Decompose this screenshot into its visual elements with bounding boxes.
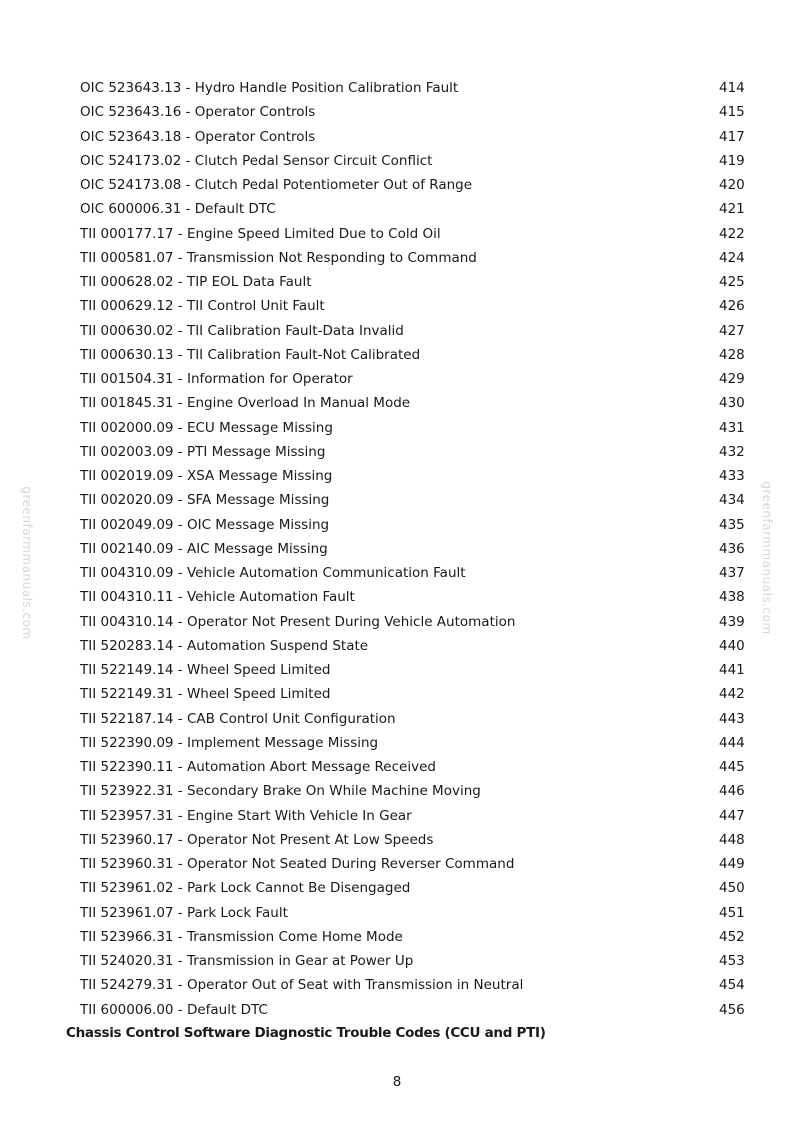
- toc-entry[interactable]: [0, 246, 794, 270]
- toc-entry-label[interactable]: TII 523960.31 - Operator Not Seated During Reverser Command: [80, 856, 515, 872]
- toc-entry-label[interactable]: TII 000628.02 - TIP EOL Data Fault: [80, 274, 312, 290]
- toc-entry[interactable]: [0, 222, 794, 246]
- toc-entry[interactable]: [0, 610, 794, 634]
- toc-entry[interactable]: [0, 513, 794, 537]
- toc-entry-label[interactable]: TII 522149.14 - Wheel Speed Limited: [80, 662, 331, 678]
- watermark-left: greenfarmmanuals.com: [20, 486, 34, 640]
- toc-entry[interactable]: [0, 343, 794, 367]
- toc-entry[interactable]: [0, 76, 794, 100]
- toc-entry-page[interactable]: 447: [719, 807, 745, 824]
- toc-entry[interactable]: [0, 391, 794, 415]
- toc-entry-page[interactable]: 426: [719, 298, 745, 315]
- toc-entry-label[interactable]: TII 522187.14 - CAB Control Unit Configuration: [80, 710, 396, 727]
- toc-entry[interactable]: [0, 973, 794, 997]
- toc-entry-label[interactable]: TII 002000.09 - ECU Message Missing: [80, 419, 333, 436]
- toc-entry-page[interactable]: 446: [719, 783, 745, 800]
- toc-entry-label[interactable]: TII 000630.02 - TII Calibration Fault-Data Invalid: [80, 322, 404, 339]
- toc-entry[interactable]: [0, 100, 794, 124]
- toc-entry-label[interactable]: TII 522149.31 - Wheel Speed Limited: [80, 686, 331, 703]
- toc-entry-label[interactable]: OIC 600006.31 - Default DTC: [80, 201, 276, 218]
- toc-entry-label[interactable]: TII 000630.13 - TII Calibration Fault-Not Calibrated: [80, 346, 421, 363]
- toc-entry-page[interactable]: 436: [719, 540, 745, 557]
- toc-entry-page[interactable]: 422: [719, 225, 745, 242]
- toc-entry[interactable]: [0, 488, 794, 512]
- toc-entry-page[interactable]: 417: [719, 128, 745, 145]
- toc-entry[interactable]: [0, 294, 794, 318]
- toc-entry-label[interactable]: TII 002003.09 - PTI Message Missing: [80, 443, 326, 460]
- toc-entry-label[interactable]: TII 004310.11 - Vehicle Automation Fault: [80, 589, 355, 606]
- toc-entry-page[interactable]: 421: [719, 201, 745, 218]
- toc-entry-label[interactable]: TII 000629.12 - TII Control Unit Fault: [80, 298, 325, 315]
- toc-entry[interactable]: [0, 949, 794, 973]
- toc-entry-page[interactable]: 440: [719, 637, 745, 654]
- toc-entry[interactable]: [0, 149, 794, 173]
- toc-entry-page[interactable]: 429: [719, 371, 745, 387]
- toc-entry-label[interactable]: TII 523961.02 - Park Lock Cannot Be Disengaged: [80, 880, 411, 897]
- toc-entry[interactable]: [0, 125, 794, 149]
- toc-entry-page[interactable]: 419: [719, 152, 745, 169]
- section-heading[interactable]: Chassis Control Software Diagnostic Trouble Codes (CCU and PTI): [66, 1025, 546, 1041]
- toc-entry[interactable]: [0, 367, 794, 391]
- toc-entry[interactable]: [0, 416, 794, 440]
- toc-entry-label[interactable]: TII 000177.17 - Engine Speed Limited Due to Cold Oil: [80, 225, 441, 242]
- toc-entry-label[interactable]: TII 523961.07 - Park Lock Fault: [80, 904, 288, 921]
- toc-entry-label[interactable]: TII 600006.00 - Default DTC: [80, 1001, 268, 1018]
- toc-entry-page[interactable]: 431: [719, 419, 745, 436]
- toc-entry-label[interactable]: TII 524020.31 - Transmission in Gear at Power Up: [80, 953, 414, 969]
- toc-entry[interactable]: [0, 537, 794, 561]
- toc-entry-label[interactable]: TII 004310.14 - Operator Not Present During Vehicle Automation: [80, 613, 516, 630]
- toc-entry-label[interactable]: TII 002020.09 - SFA Message Missing: [80, 492, 330, 509]
- toc-entry[interactable]: [0, 173, 794, 197]
- toc-entry-label[interactable]: TII 001845.31 - Engine Overload In Manual Mode: [80, 395, 411, 412]
- toc-entry-page[interactable]: 454: [719, 977, 745, 994]
- toc-entry-label[interactable]: TII 002019.09 - XSA Message Missing: [80, 468, 333, 484]
- toc-entry-label[interactable]: TII 523922.31 - Secondary Brake On While Machine Moving: [80, 783, 481, 800]
- toc-entry-label[interactable]: TII 522390.11 - Automation Abort Message Received: [80, 759, 436, 775]
- toc-entry-page[interactable]: 452: [719, 928, 745, 945]
- toc-entry-label[interactable]: OIC 523643.18 - Operator Controls: [80, 128, 316, 145]
- toc-entry[interactable]: [0, 682, 794, 706]
- toc-entry-label[interactable]: OIC 523643.13 - Hydro Handle Position Calibration Fault: [80, 80, 459, 96]
- toc-entry-label[interactable]: TII 523966.31 - Transmission Come Home Mode: [80, 928, 403, 945]
- toc-entry[interactable]: [0, 876, 794, 900]
- toc-entry-page[interactable]: 424: [719, 249, 745, 266]
- toc-entry-label[interactable]: TII 523957.31 - Engine Start With Vehicle In Gear: [80, 807, 412, 824]
- toc-entry-page[interactable]: 444: [719, 734, 745, 751]
- toc-entry[interactable]: [0, 998, 794, 1022]
- toc-entry-page[interactable]: 433: [719, 468, 745, 484]
- toc-entry[interactable]: [0, 804, 794, 828]
- toc-entry-page[interactable]: 438: [719, 589, 745, 606]
- toc-entry-label[interactable]: TII 523960.17 - Operator Not Present At Low Speeds: [80, 831, 434, 848]
- toc-entry-label[interactable]: TII 004310.09 - Vehicle Automation Communication Fault: [80, 565, 466, 581]
- toc-entry[interactable]: [0, 779, 794, 803]
- toc-entry-label[interactable]: OIC 524173.08 - Clutch Pedal Potentiometer Out of Range: [80, 177, 473, 193]
- toc-entry-label[interactable]: TII 522390.09 - Implement Message Missing: [80, 734, 379, 751]
- toc-entry-page[interactable]: 420: [719, 177, 745, 193]
- toc-entry[interactable]: [0, 464, 794, 488]
- toc-entry-label[interactable]: TII 002140.09 - AIC Message Missing: [80, 540, 328, 557]
- toc-entry-page[interactable]: 453: [719, 953, 745, 969]
- watermark-right: greenfarmmanuals.com: [760, 481, 774, 635]
- page-number: 8: [392, 1074, 402, 1090]
- toc-entry-page[interactable]: 449: [719, 856, 745, 872]
- toc-entry[interactable]: [0, 707, 794, 731]
- toc-entry-label[interactable]: OIC 524173.02 - Clutch Pedal Sensor Circuit Conflict: [80, 152, 433, 169]
- toc-entry-label[interactable]: TII 001504.31 - Information for Operator: [80, 371, 353, 387]
- toc-entry-page[interactable]: 450: [719, 880, 745, 897]
- toc-entry[interactable]: [0, 731, 794, 755]
- toc-entry-label[interactable]: TII 520283.14 - Automation Suspend State: [80, 637, 369, 654]
- toc-entry[interactable]: [0, 440, 794, 464]
- table-of-contents: [0, 76, 794, 1022]
- toc-entry[interactable]: [0, 755, 794, 779]
- toc-entry[interactable]: [0, 319, 794, 343]
- toc-entry-page[interactable]: 430: [719, 395, 745, 412]
- toc-entry-page[interactable]: 434: [719, 492, 745, 509]
- toc-entry-page[interactable]: 425: [719, 274, 745, 290]
- toc-entry-page[interactable]: 439: [719, 613, 745, 630]
- toc-entry[interactable]: [0, 852, 794, 876]
- toc-entry[interactable]: [0, 828, 794, 852]
- toc-entry-page[interactable]: 448: [719, 831, 745, 848]
- toc-entry-page[interactable]: 456: [719, 1001, 745, 1018]
- toc-entry-page[interactable]: 415: [719, 104, 745, 121]
- toc-entry[interactable]: [0, 925, 794, 949]
- toc-entry-page[interactable]: 451: [719, 904, 745, 921]
- toc-entry-page[interactable]: 441: [719, 662, 745, 678]
- toc-entry[interactable]: [0, 197, 794, 221]
- toc-entry[interactable]: [0, 561, 794, 585]
- toc-entry-page[interactable]: 435: [719, 516, 745, 533]
- toc-entry[interactable]: [0, 634, 794, 658]
- toc-entry-page[interactable]: 428: [719, 346, 745, 363]
- toc-entry-page[interactable]: 443: [719, 710, 745, 727]
- toc-entry-label[interactable]: OIC 523643.16 - Operator Controls: [80, 104, 316, 121]
- toc-entry[interactable]: [0, 585, 794, 609]
- toc-entry-page[interactable]: 414: [719, 80, 745, 96]
- toc-entry-page[interactable]: 445: [719, 759, 745, 775]
- toc-entry-label[interactable]: TII 000581.07 - Transmission Not Responding to Command: [80, 249, 477, 266]
- toc-entry[interactable]: [0, 270, 794, 294]
- toc-entry[interactable]: [0, 658, 794, 682]
- toc-entry-page[interactable]: 442: [719, 686, 745, 703]
- toc-entry-page[interactable]: 432: [719, 443, 745, 460]
- toc-entry[interactable]: [0, 901, 794, 925]
- toc-entry-page[interactable]: 427: [719, 322, 745, 339]
- toc-entry-page[interactable]: 437: [719, 565, 745, 581]
- toc-entry-label[interactable]: TII 002049.09 - OIC Message Missing: [80, 516, 330, 533]
- toc-entry-label[interactable]: TII 524279.31 - Operator Out of Seat with Transmission in Neutral: [80, 977, 524, 994]
